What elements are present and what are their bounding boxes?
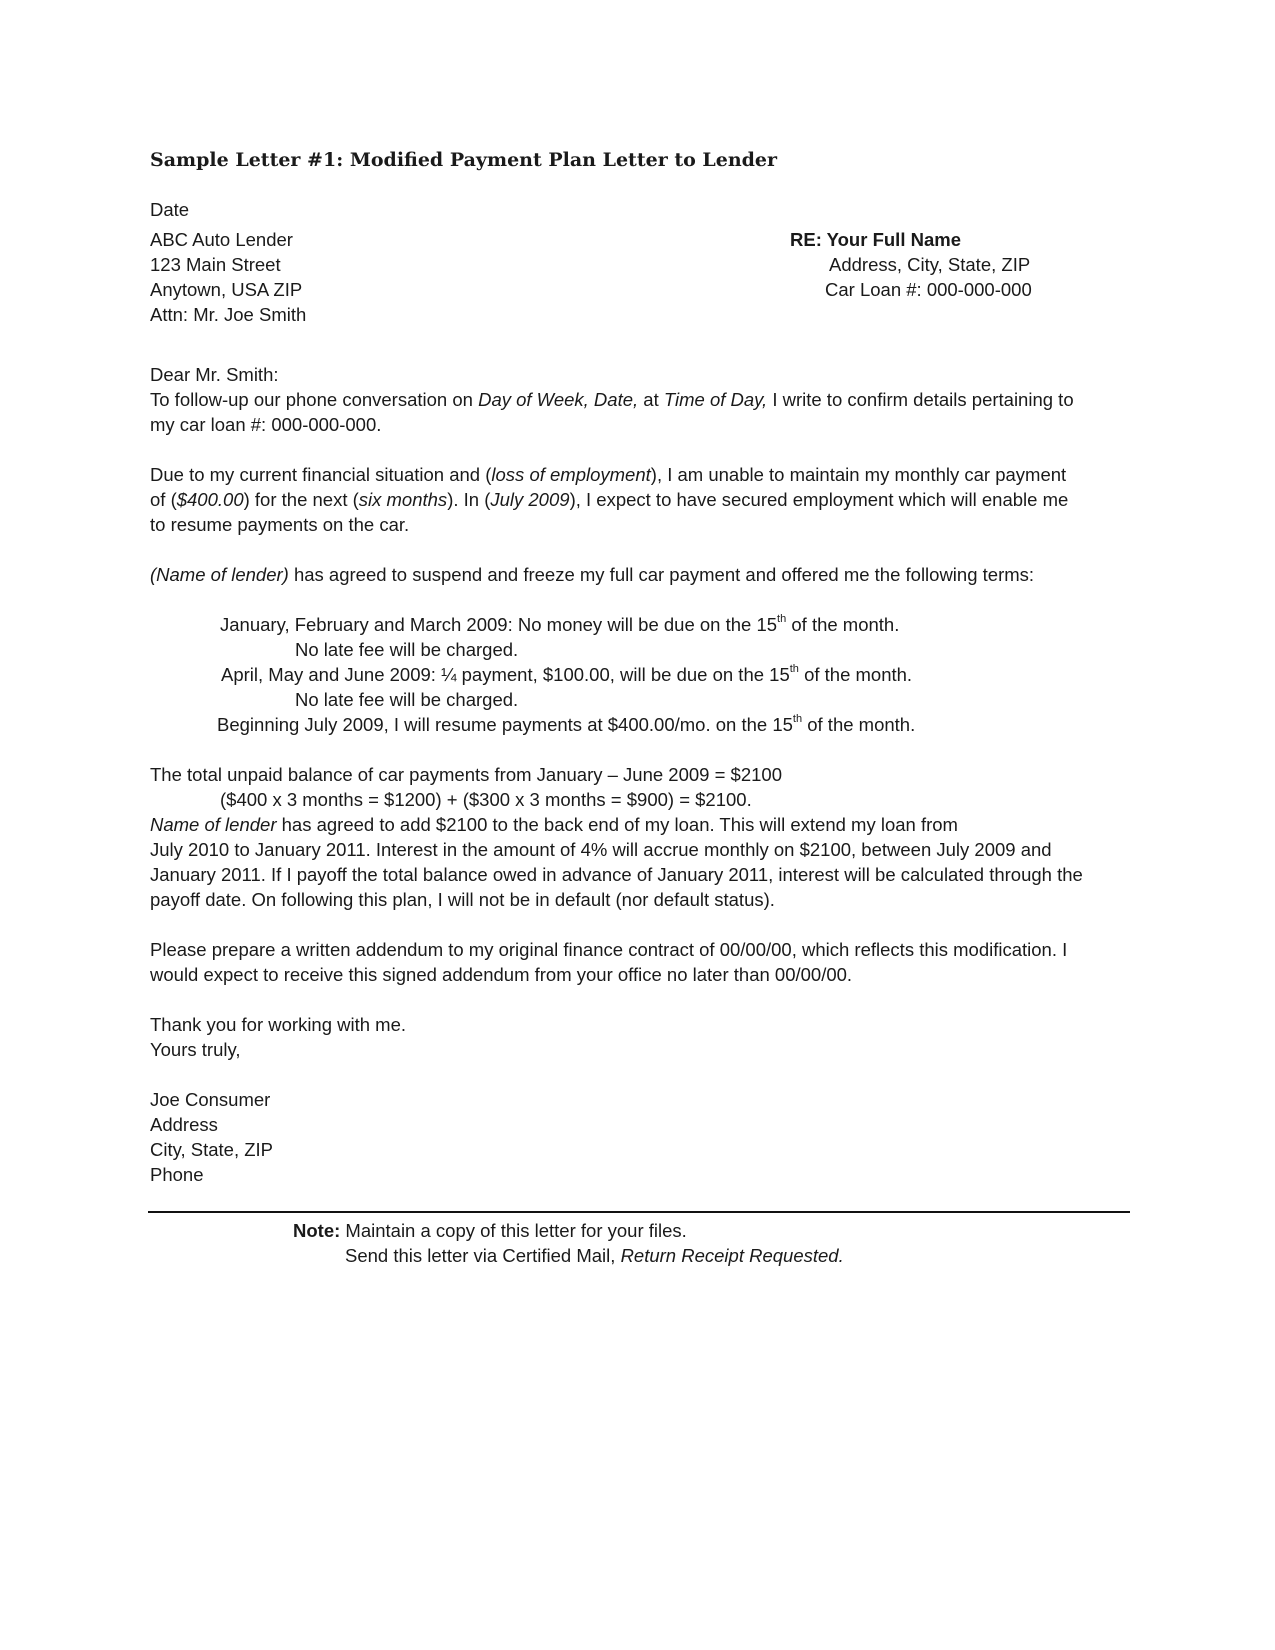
sender-address: Address [150, 1114, 218, 1135]
p3-text: has agreed to suspend and freeze my full car payment and offered me the following terms: [288, 564, 1035, 585]
paragraph-4-line-2: ($400 x 3 months = $1200) + ($300 x 3 months = $900) = $2100. [220, 789, 752, 810]
p1-time-of-day: Time of Day, [663, 389, 768, 410]
p1-text-e: I write to confirm details pertaining to [767, 389, 1074, 410]
salutation: Dear Mr. Smith: [150, 364, 279, 385]
paragraph-5-line-1: Please prepare a written addendum to my original finance contract of 00/00/00, which reflects this modification. I [150, 939, 1068, 960]
lender-name: ABC Auto Lender [150, 229, 293, 250]
paragraph-1-line-1 [150, 387, 1074, 413]
term-1-text: January, February and March 2009: No money will be due on the 15 [220, 614, 778, 635]
note-return-receipt: Return Receipt Requested. [620, 1245, 844, 1266]
p2-l2-g: ), I expect to have secured employment which will enable me [569, 489, 1069, 510]
re-label: RE: Your Full Name [790, 229, 961, 250]
term-2-text: April, May and June 2009: ¼ payment, $100.00, will be due on the 15 [221, 664, 790, 685]
lender-attn: Attn: Mr. Joe Smith [150, 304, 307, 325]
term-1-ordinal: th [777, 613, 787, 625]
paragraph-4-line-3 [150, 812, 958, 838]
paragraph-4-line-6: payoff date. On following this plan, I will not be in default (nor default status). [150, 889, 775, 910]
p2-reason: loss of employment [491, 464, 651, 485]
note-line-2 [345, 1243, 844, 1269]
closing-thanks: Thank you for working with me. [150, 1014, 407, 1035]
letter-title: Sample Letter #1: Modified Payment Plan Letter to Lender [150, 149, 778, 171]
term-3-end: of the month. [802, 714, 916, 735]
paragraph-2-line-2 [150, 487, 1068, 513]
term-3 [217, 712, 915, 738]
p2-amount: $400.00 [176, 489, 244, 510]
paragraph-1-line-2: my car loan #: 000-000-000. [150, 414, 382, 435]
paragraph-5-line-2: would expect to receive this signed addendum from your office no later than 00/00/00. [150, 964, 853, 985]
re-address: Address, City, State, ZIP [829, 254, 1031, 275]
paragraph-2-line-1 [150, 462, 1066, 488]
divider-rule [148, 1211, 1130, 1213]
p2-duration: six months [358, 489, 448, 510]
term-2-ordinal: th [789, 663, 799, 675]
closing-sign-off: Yours truly, [150, 1039, 241, 1060]
term-3-ordinal: th [792, 713, 803, 725]
p1-day-date: Day of Week, Date, [478, 389, 639, 410]
p2-text-a: Due to my current financial situation and ( [150, 464, 492, 485]
term-2 [221, 662, 912, 688]
p1-text-c: at [638, 389, 664, 410]
p3-lender-name: (Name of lender) [150, 564, 289, 585]
lender-street: 123 Main Street [150, 254, 281, 275]
term-1-end: of the month. [786, 614, 900, 635]
paragraph-4-line-5: January 2011. If I payoff the total balance owed in advance of January 2011, interest will be calculated through the [150, 864, 1083, 885]
paragraph-2-line-3: to resume payments on the car. [150, 514, 410, 535]
p2-l2-a: of ( [150, 489, 177, 510]
p1-text-a: To follow-up our phone conversation on [150, 389, 479, 410]
term-2-fee: No late fee will be charged. [295, 689, 519, 710]
p2-l2-c: ) for the next ( [243, 489, 359, 510]
lender-city: Anytown, USA ZIP [150, 279, 303, 300]
term-2-end: of the month. [798, 664, 913, 685]
sender-name: Joe Consumer [150, 1089, 271, 1110]
paragraph-3 [150, 562, 1034, 588]
paragraph-4-line-4: July 2010 to January 2011. Interest in the amount of 4% will accrue monthly on $2100, between July 2009 and [150, 839, 1052, 860]
paragraph-4-line-1: The total unpaid balance of car payments from January – June 2009 = $2100 [150, 764, 782, 785]
note-line-1 [293, 1218, 687, 1244]
note-label: Note: [293, 1220, 341, 1241]
date-line: Date [150, 199, 190, 220]
p2-text-c: ), I am unable to maintain my monthly car payment [650, 464, 1067, 485]
p4-l3-text: has agreed to add $2100 to the back end of my loan. This will extend my loan from [276, 814, 958, 835]
p2-l2-e: ). In ( [447, 489, 491, 510]
sender-phone: Phone [150, 1164, 204, 1185]
note-mail-text: Send this letter via Certified Mail, [345, 1245, 621, 1266]
p4-lender-name: Name of lender [150, 814, 277, 835]
term-1 [220, 612, 899, 638]
sender-city: City, State, ZIP [150, 1139, 274, 1160]
term-3-text: Beginning July 2009, I will resume payments at $400.00/mo. on the 15 [217, 714, 793, 735]
p2-resume-date: July 2009 [490, 489, 570, 510]
note-text: Maintain a copy of this letter for your files. [340, 1220, 687, 1241]
term-1-fee: No late fee will be charged. [295, 639, 519, 660]
re-loan-number: Car Loan #: 000-000-000 [825, 279, 1032, 300]
